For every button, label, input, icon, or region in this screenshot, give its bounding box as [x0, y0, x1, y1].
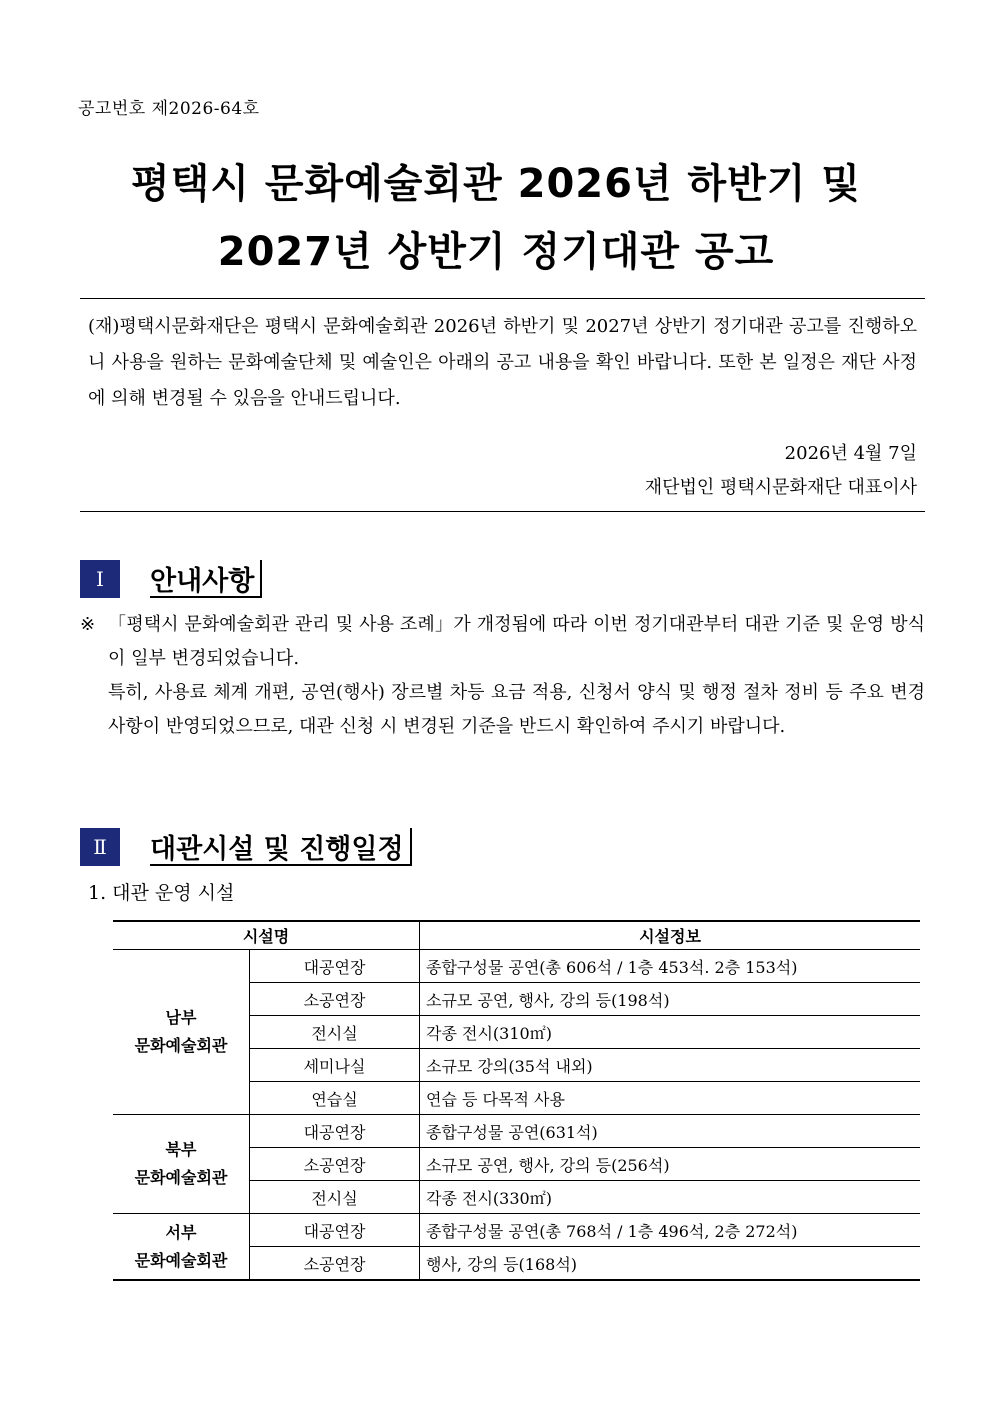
table-header-row — [113, 921, 920, 950]
notice-date: 2026년 4월 7일 — [784, 443, 917, 464]
group-name: 서부 — [165, 1222, 197, 1242]
room-name: 세미나실 — [250, 1049, 420, 1082]
group-name: 남부 — [165, 1008, 197, 1027]
room-info: 소규모 공연, 행사, 강의 등(256석) — [420, 1148, 921, 1181]
room-name: 연습실 — [250, 1082, 420, 1115]
section2-title: 대관시설 및 진행일정 — [150, 828, 412, 866]
room-info: 종합구성물 공연(총 768석 / 1층 496석, 2층 272석) — [420, 1214, 921, 1247]
room-name: 대공연장 — [250, 1115, 420, 1148]
room-info: 연습 등 다목적 사용 — [420, 1082, 921, 1115]
room-name: 대공연장 — [250, 950, 420, 983]
room-name: 소공연장 — [250, 1247, 420, 1281]
room-name: 전시실 — [250, 1016, 420, 1049]
intro-box — [80, 298, 925, 512]
facilities-table — [113, 920, 920, 1281]
section1-note — [80, 608, 925, 744]
intro-text: (재)평택시문화재단은 평택시 문화예술회관 2026년 하반기 및 2027년 상반기 정기대관 공고를 진행하오니 사용을 원하는 문화예술단체 및 예술인은 아래의 공고 내용을 확인 바랍니다. 또한 본 일정은 재단 사정에 의해 변경될 수 있음을 안내드립니다. — [88, 316, 917, 409]
facilities-subheading: 1. 대관 운영 시설 — [88, 882, 235, 904]
table-row — [113, 1115, 920, 1148]
room-info: 각종 전시(310㎡) — [420, 1016, 921, 1049]
table-row — [113, 950, 920, 983]
header-facility-info: 시설정보 — [420, 921, 921, 950]
group-cell — [113, 1214, 250, 1281]
room-name: 소공연장 — [250, 983, 420, 1016]
issuer: 재단법인 평택시문화재단 대표이사 — [644, 477, 917, 498]
note-paragraph-1: 「평택시 문화예술회관 관리 및 사용 조례」가 개정됨에 따라 이번 정기대관부터 대관 기준 및 운영 방식이 일부 변경되었습니다. — [108, 614, 925, 669]
room-info: 종합구성물 공연(631석) — [420, 1115, 921, 1148]
room-name: 소공연장 — [250, 1148, 420, 1181]
note-paragraph-2: 특히, 사용료 체계 개편, 공연(행사) 장르별 차등 요금 적용, 신청서 양식 및 행정 절차 정비 등 주요 변경 사항이 반영되었으므로, 대관 신청 시 변경된 기준을 반드시 확인하여 주시기 바랍니다. — [108, 682, 925, 737]
room-info: 종합구성물 공연(총 606석 / 1층 453석. 2층 153석) — [420, 950, 921, 983]
room-name: 대공연장 — [250, 1214, 420, 1247]
group-name: 문화예술회관 — [134, 1168, 228, 1187]
page-title-line2: 2027년 상반기 정기대관 공고 — [217, 229, 775, 275]
header-facility-name: 시설명 — [113, 921, 420, 950]
group-name: 북부 — [165, 1140, 197, 1159]
section1-heading — [80, 560, 262, 598]
room-name: 전시실 — [250, 1181, 420, 1214]
notice-number: 공고번호 제2026-64호 — [78, 99, 260, 119]
section2-number: Ⅱ — [80, 828, 120, 866]
group-name: 문화예술회관 — [134, 1250, 228, 1270]
room-info: 행사, 강의 등(168석) — [420, 1247, 921, 1281]
table-row — [113, 1214, 920, 1247]
section1-title: 안내사항 — [150, 560, 262, 598]
page-title-line1: 평택시 문화예술회관 2026년 하반기 및 — [131, 161, 861, 207]
section2-heading — [80, 828, 412, 866]
section1-number: Ⅰ — [80, 560, 120, 598]
group-cell — [113, 950, 250, 1115]
group-name: 문화예술회관 — [134, 1036, 228, 1055]
room-info: 각종 전시(330㎡) — [420, 1181, 921, 1214]
room-info: 소규모 강의(35석 내외) — [420, 1049, 921, 1082]
note-mark: ※ — [80, 614, 96, 635]
room-info: 소규모 공연, 행사, 강의 등(198석) — [420, 983, 921, 1016]
group-cell — [113, 1115, 250, 1214]
